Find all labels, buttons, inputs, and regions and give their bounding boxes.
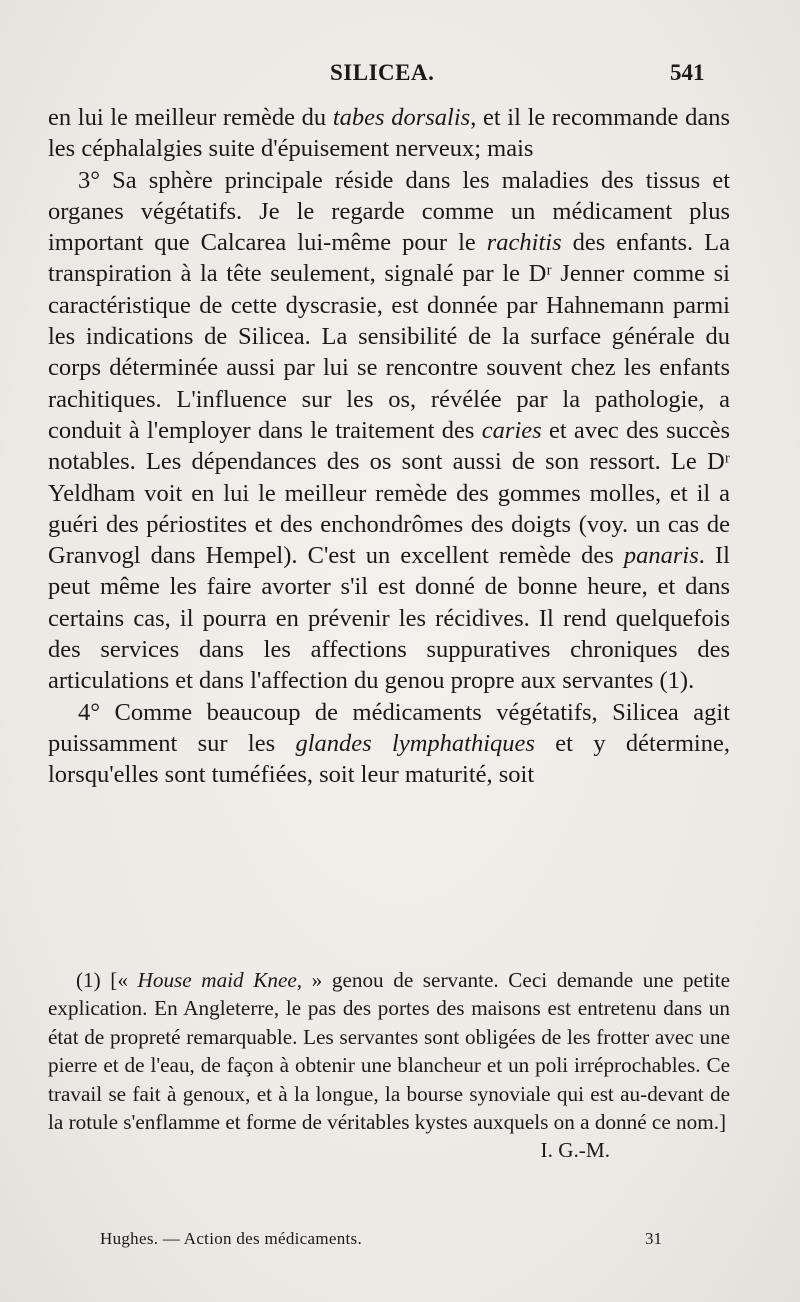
p2-italic-caries: caries [481, 416, 542, 444]
footnote-text-a: (1) [« [76, 968, 138, 992]
signature-mark: Hughes. — Action des médicaments. [100, 1229, 363, 1248]
sheet-number: 31 [645, 1229, 662, 1248]
paragraph-3 [48, 697, 730, 791]
p2-italic-rachitis: rachitis [486, 229, 562, 257]
paragraph-2 [48, 165, 730, 697]
p2-italic-panaris: panaris [623, 542, 699, 570]
running-title: SILICEA. [330, 60, 435, 85]
p1-text-b: , et il le recommande dans les céphalalgies suite d'épuisement nerveux; mais [48, 104, 730, 163]
main-text [48, 102, 730, 791]
footnote-text [48, 966, 730, 1136]
p2-text-a: 3° Sa sphère principale réside dans les maladies des tissus et organes végétatifs. Je le regarde comme un médicament plus important que Calcarea lui-même pour le [48, 166, 730, 257]
p3-text-b: et y détermine, lorsqu'elles sont tuméfiées, soit leur maturité, soit [48, 729, 730, 789]
p2-text-c: et avec des succès notables. Les dépendances des os sont aussi de son ressort. Le Dʳ Yeldham voit en lui le meilleur remède des gommes molles, et il a guéri des périostites et des enchondrômes des doigts (voy. un cas de Granvogl dans Hempel). C'est un excellent remède des [48, 416, 731, 570]
footnote [48, 966, 730, 1165]
p1-text-a: en lui le meilleur remède du [48, 104, 333, 131]
p2-text-d: . Il peut même les faire avorter s'il est donné de bonne heure, et dans certains cas, il pourra en prévenir les récidives. Il rend quelquefois des services dans les affections suppuratives chroniques des articulations et dans l'affection du genou propre aux servantes (1). [48, 542, 730, 695]
page-footer [0, 1229, 800, 1257]
p3-text-a: 4° Comme beaucoup de médicaments végétatifs, Silicea agit puissamment sur les [48, 698, 730, 757]
footnote-italic: House maid Knee [137, 968, 297, 992]
p3-italic: glandes lymphathiques [295, 729, 535, 757]
page-number: 541 [670, 60, 705, 85]
p1-italic: tabes dorsalis [332, 104, 471, 131]
footnote-signature: I. G.-M. [540, 1138, 610, 1163]
paragraph-1 [48, 102, 730, 165]
page-header [0, 60, 800, 94]
footnote-text-b: , » genou de servante. Ceci demande une petite explication. En Angleterre, le pas des portes des maisons est entretenu dans un état de propreté remarquable. Les servantes sont obligées de les frotter avec une pierre et de l'eau, de façon à obtenir une blancheur et un poli irréprochables. Ce travail se fait à genoux, et à la longue, la bourse synoviale qui est au-devant de la rotule s'enflamme et forme de véritables kystes auxquels on a donné ce nom.] [48, 968, 731, 1135]
p2-text-b: des enfants. La transpiration à la tête seulement, signalé par le Dʳ Jenner comme si caractéristique de cette dyscrasie, est donnée par Hahnemann parmi les indications de Silicea. La sensibilité de la surface générale du corps déterminée aussi par lui se rencontre souvent chez les enfants rachitiques. L'influence sur les os, révélée par la pathologie, a conduit à l'employer dans le traitement des [48, 229, 730, 444]
